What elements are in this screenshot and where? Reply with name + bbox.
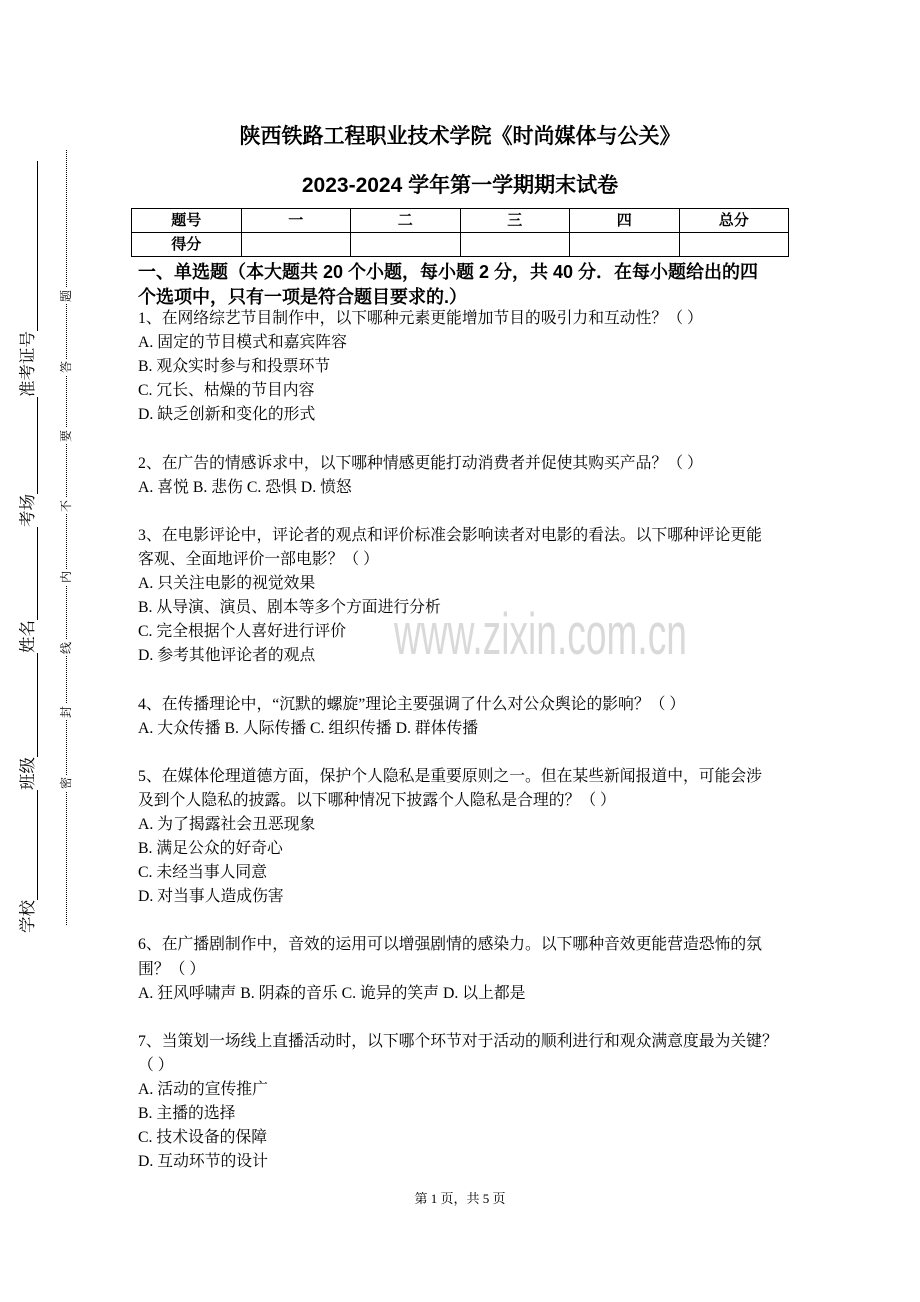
score-table-header-cell: 四: [570, 209, 680, 233]
option-b: B. 从导演、演员、剧本等多个方面进行分析: [138, 599, 441, 617]
exam-room-line: [18, 397, 38, 494]
option-a: A. 为了揭露社会丑恶现象: [138, 815, 316, 833]
score-cell: [241, 233, 351, 257]
options-line: A. 狂风呼啸声 B. 阴森的音乐 C. 诡异的笑声 D. 以上都是: [138, 984, 526, 1002]
question-list: [138, 307, 798, 1174]
option-c: C. 完全根据个人喜好进行评价: [138, 623, 346, 641]
question-stem: 6、在广播剧制作中，音效的运用可以增强剧情的感染力。以下哪种音效更能营造恐怖的氛: [138, 936, 762, 954]
question-stem: 及到个人隐私的披露。以下哪种情况下披露个人隐私是合理的？（ ）: [138, 791, 616, 809]
question-7: [138, 1030, 798, 1175]
exam-room-label: 考场: [18, 494, 37, 527]
options-line: A. 大众传播 B. 人际传播 C. 组织传播 D. 群体传播: [138, 719, 479, 737]
class-label: 班级: [18, 757, 37, 790]
options-line: A. 喜悦 B. 悲伤 C. 恐惧 D. 愤怒: [138, 478, 352, 496]
option-a: A. 固定的节目模式和嘉宾阵容: [138, 334, 347, 352]
page-subtitle: 2023-2024 学年第一学期期末试卷: [301, 174, 619, 197]
question-stem: 5、在媒体伦理道德方面，保护个人隐私是重要原则之一。但在某些新闻报道中，可能会涉: [138, 767, 762, 785]
score-table-header-cell: 一: [241, 209, 351, 233]
question-stem: 4、在传播理论中，“沉默的螺旋”理论主要强调了什么对公众舆论的影响？（ ）: [138, 695, 686, 713]
page-title: 陕西铁路工程职业技术学院《时尚媒体与公关》: [239, 125, 681, 148]
option-a: A. 活动的宣传推广: [138, 1081, 268, 1098]
page-footer: 第 1 页，共 5 页: [414, 1191, 506, 1206]
score-table: [131, 208, 789, 257]
question-stem: 客观、全面地评价一部电影？（ ）: [138, 550, 379, 568]
score-table-score-row: [132, 233, 789, 257]
option-c: C. 技术设备的保障: [138, 1129, 268, 1147]
binding-fields: [18, 155, 38, 945]
score-table-header-row: [132, 209, 789, 233]
name-label: 姓名: [18, 620, 37, 653]
score-row-label: 得分: [132, 233, 242, 257]
score-table-header-cell: 三: [460, 209, 570, 233]
section-heading-line: 个选项中，只有一项是符合题目要求的.）: [138, 286, 467, 307]
question-stem: 围？（ ）: [138, 960, 206, 978]
question-stem: （ ）: [138, 1056, 174, 1074]
question-stem: 2、在广告的情感诉求中，以下哪种情感更能打动消费者并促使其购买产品？（ ）: [138, 454, 703, 472]
seal-char: 密: [59, 777, 73, 790]
question-4: [138, 693, 798, 741]
section-heading-line: 一、单选题（本大题共 20 个小题，每小题 2 分，共 40 分．在每小题给出的四: [138, 262, 759, 282]
seal-char: 要: [59, 430, 73, 443]
question-stem: 3、在电影评论中，评论者的观点和评价标准会影响读者对电影的看法。以下哪种评论更能: [138, 526, 762, 544]
name-line: [18, 527, 38, 620]
score-table-header-cell: 二: [351, 209, 461, 233]
question-5: [138, 765, 798, 910]
seal-dotted-line: [66, 150, 67, 925]
class-line: [18, 653, 38, 757]
score-cell: [460, 233, 570, 257]
seal-char: 题: [59, 290, 73, 303]
option-a: A. 只关注电影的视觉效果: [138, 575, 316, 593]
option-d: D. 对当事人造成伤害: [138, 888, 284, 906]
score-table-header-cell: 总分: [679, 209, 789, 233]
seal-char: 不: [59, 500, 73, 513]
question-stem: 1、在网络综艺节目制作中，以下哪种元素更能增加节目的吸引力和互动性？（ ）: [138, 310, 703, 327]
option-c: C. 未经当事人同意: [138, 864, 268, 882]
question-1: [138, 307, 798, 427]
seal-char: 答: [59, 361, 73, 374]
seal-char: 线: [59, 642, 73, 655]
seal-char: 内: [59, 571, 73, 584]
option-b: B. 观众实时参与和投票环节: [138, 358, 331, 376]
option-d: D. 参考其他评论者的观点: [138, 647, 316, 665]
question-3: [138, 524, 798, 669]
seal-char: 封: [59, 706, 73, 719]
school-label: 学校: [18, 900, 37, 933]
option-b: B. 满足公众的好奇心: [138, 840, 283, 858]
question-2: [138, 452, 798, 500]
seal-line: [58, 150, 74, 925]
score-cell: [570, 233, 680, 257]
option-b: B. 主播的选择: [138, 1105, 236, 1123]
school-line: [18, 790, 38, 900]
question-6: [138, 933, 798, 1005]
watermark: www.zixin.com.cn: [394, 602, 687, 667]
score-cell: [679, 233, 789, 257]
option-c: C. 冗长、枯燥的节目内容: [138, 382, 315, 400]
section-heading: [138, 260, 758, 309]
option-d: D. 互动环节的设计: [138, 1153, 268, 1171]
score-table-header-cell: 题号: [132, 209, 242, 233]
admission-number-label: 准考证号: [18, 331, 37, 397]
option-d: D. 缺乏创新和变化的形式: [138, 406, 316, 424]
question-stem: 7、当策划一场线上直播活动时，以下哪个环节对于活动的顺利进行和观众满意度最为关键？: [138, 1032, 778, 1050]
score-cell: [351, 233, 461, 257]
